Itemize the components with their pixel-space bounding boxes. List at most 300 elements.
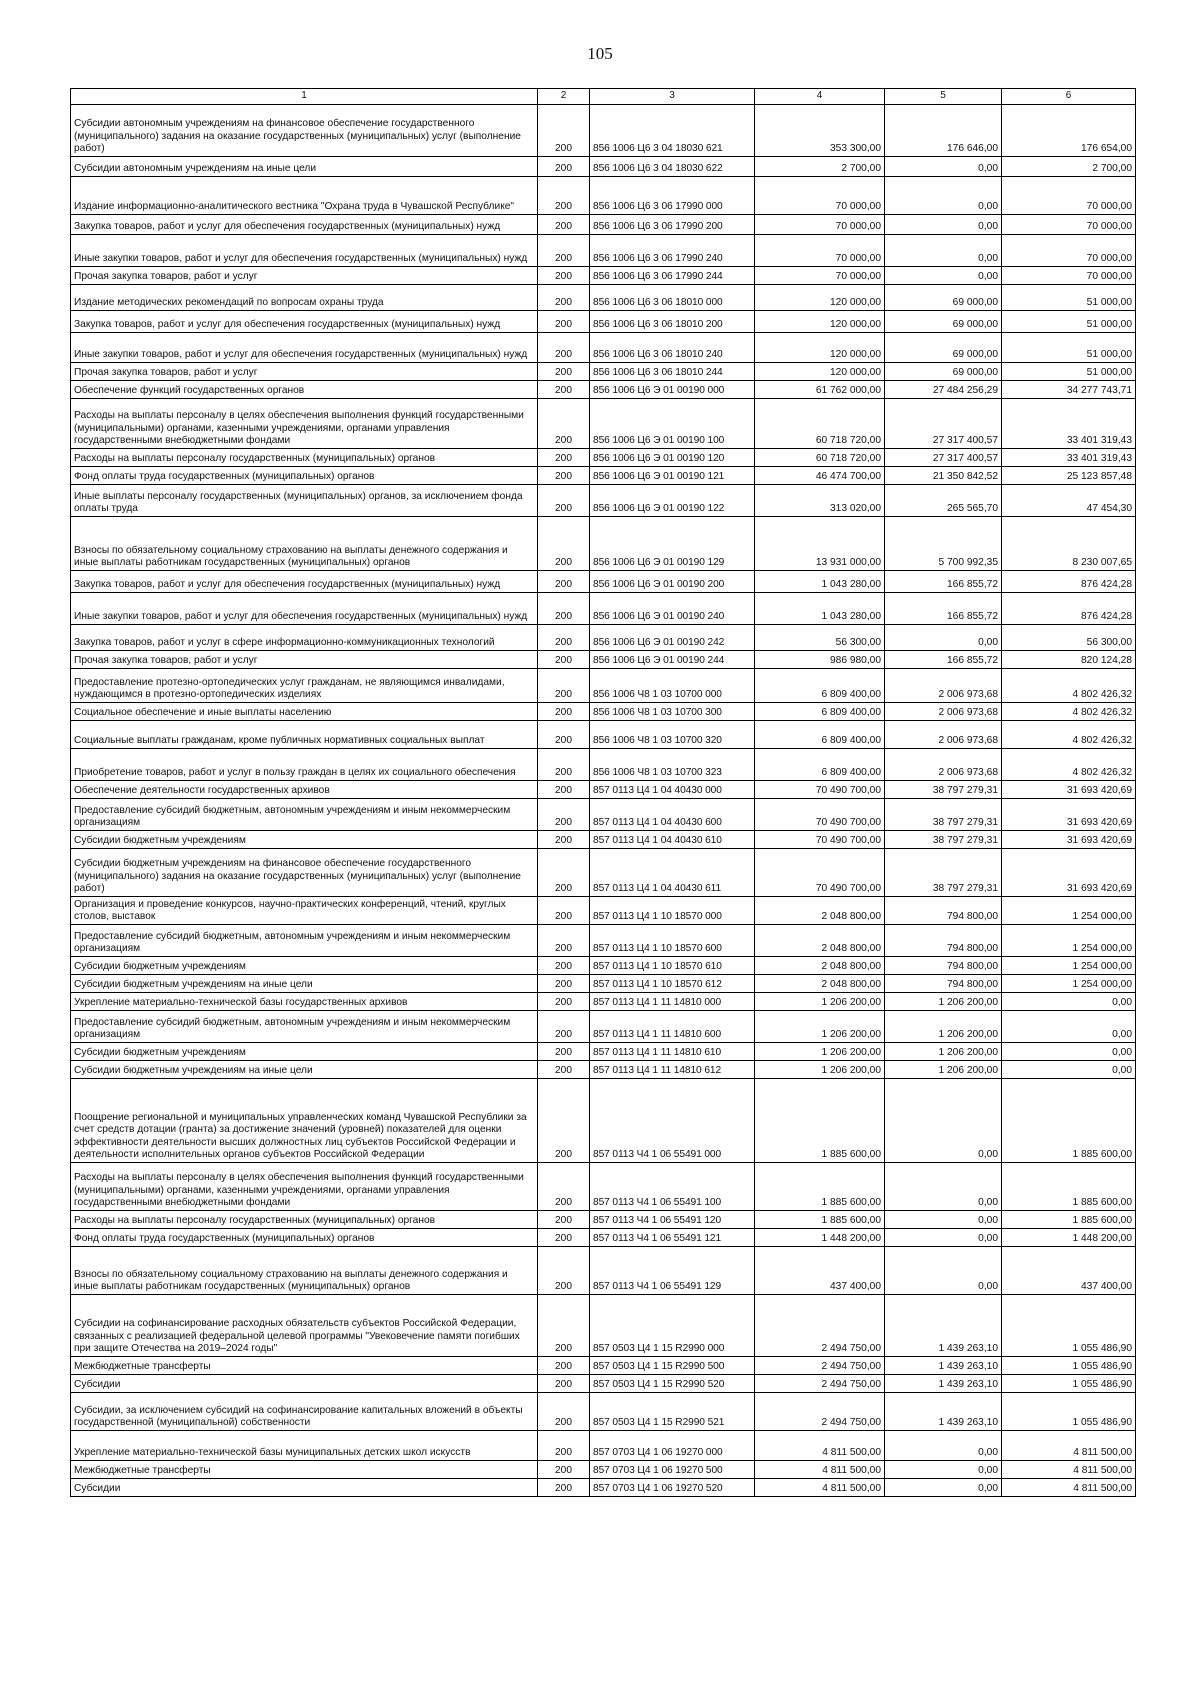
row-code: 200 xyxy=(538,669,590,703)
row-amount-col4: 70 490 700,00 xyxy=(755,781,885,799)
row-name: Расходы на выплаты персоналу в целях обеспечения выполнения функций государственными (муниципальными) органами, казенными учреждениями, органами управления государственными внебюджетными фондами xyxy=(71,399,538,449)
row-amount-col6: 1 885 600,00 xyxy=(1002,1079,1136,1163)
row-code: 200 xyxy=(538,105,590,157)
row-amount-col5: 1 439 263,10 xyxy=(885,1357,1002,1375)
row-classification-code: 857 0113 Ч4 1 06 55491 100 xyxy=(590,1163,755,1211)
row-amount-col6: 437 400,00 xyxy=(1002,1247,1136,1295)
row-amount-col4: 2 048 800,00 xyxy=(755,957,885,975)
table-row xyxy=(71,485,1136,517)
row-classification-code: 857 0113 Ц4 1 10 18570 000 xyxy=(590,897,755,925)
row-amount-col5: 0,00 xyxy=(885,1229,1002,1247)
row-classification-code: 856 1006 Ц6 3 06 18010 200 xyxy=(590,311,755,333)
table-row xyxy=(71,571,1136,593)
row-amount-col4: 6 809 400,00 xyxy=(755,703,885,721)
row-classification-code: 857 0113 Ч4 1 06 55491 120 xyxy=(590,1211,755,1229)
row-amount-col4: 6 809 400,00 xyxy=(755,721,885,749)
table-row xyxy=(71,957,1136,975)
table-row xyxy=(71,1431,1136,1461)
row-amount-col5: 1 206 200,00 xyxy=(885,1061,1002,1079)
row-amount-col6: 70 000,00 xyxy=(1002,177,1136,215)
table-row xyxy=(71,235,1136,267)
row-code: 200 xyxy=(538,399,590,449)
table-row xyxy=(71,849,1136,897)
row-code: 200 xyxy=(538,485,590,517)
row-amount-col6: 1 448 200,00 xyxy=(1002,1229,1136,1247)
table-row xyxy=(71,311,1136,333)
row-amount-col5: 794 800,00 xyxy=(885,925,1002,957)
table-row xyxy=(71,1163,1136,1211)
row-amount-col4: 70 490 700,00 xyxy=(755,831,885,849)
row-code: 200 xyxy=(538,381,590,399)
row-amount-col4: 986 980,00 xyxy=(755,651,885,669)
row-name: Укрепление материально-технической базы государственных архивов xyxy=(71,993,538,1011)
row-amount-col5: 0,00 xyxy=(885,1163,1002,1211)
table-row xyxy=(71,1295,1136,1357)
row-amount-col4: 56 300,00 xyxy=(755,625,885,651)
row-amount-col4: 70 490 700,00 xyxy=(755,849,885,897)
row-amount-col4: 2 494 750,00 xyxy=(755,1375,885,1393)
row-amount-col4: 60 718 720,00 xyxy=(755,399,885,449)
row-amount-col6: 1 055 486,90 xyxy=(1002,1357,1136,1375)
row-amount-col4: 2 048 800,00 xyxy=(755,897,885,925)
row-amount-col6: 4 811 500,00 xyxy=(1002,1431,1136,1461)
row-name: Субсидии, за исключением субсидий на софинансирование капитальных вложений в объекты государственной (муниципальной) собственности xyxy=(71,1393,538,1431)
row-classification-code: 856 1006 Ц6 Э 01 00190 100 xyxy=(590,399,755,449)
row-amount-col5: 1 206 200,00 xyxy=(885,1011,1002,1043)
row-amount-col5: 0,00 xyxy=(885,1079,1002,1163)
row-amount-col6: 0,00 xyxy=(1002,993,1136,1011)
row-amount-col5: 0,00 xyxy=(885,215,1002,235)
table-row xyxy=(71,897,1136,925)
row-amount-col6: 33 401 319,43 xyxy=(1002,449,1136,467)
row-classification-code: 856 1006 Ц6 3 04 18030 622 xyxy=(590,157,755,177)
row-name: Организация и проведение конкурсов, научно-практических конференций, чтений, круглых столов, выставок xyxy=(71,897,538,925)
column-number: 1 xyxy=(71,89,538,105)
row-classification-code: 856 1006 Ц6 3 06 18010 000 xyxy=(590,285,755,311)
table-row xyxy=(71,799,1136,831)
table-row xyxy=(71,517,1136,571)
row-code: 200 xyxy=(538,1479,590,1497)
row-amount-col6: 4 811 500,00 xyxy=(1002,1461,1136,1479)
row-amount-col5: 38 797 279,31 xyxy=(885,781,1002,799)
row-amount-col4: 2 048 800,00 xyxy=(755,925,885,957)
table-row xyxy=(71,333,1136,363)
table-row xyxy=(71,157,1136,177)
row-name: Издание методических рекомендаций по вопросам охраны труда xyxy=(71,285,538,311)
row-amount-col4: 2 700,00 xyxy=(755,157,885,177)
page-number: 105 xyxy=(587,44,613,63)
row-amount-col5: 69 000,00 xyxy=(885,363,1002,381)
row-amount-col4: 46 474 700,00 xyxy=(755,467,885,485)
row-amount-col6: 176 654,00 xyxy=(1002,105,1136,157)
row-amount-col5: 27 317 400,57 xyxy=(885,449,1002,467)
row-amount-col4: 120 000,00 xyxy=(755,311,885,333)
row-name: Обеспечение деятельности государственных архивов xyxy=(71,781,538,799)
row-amount-col6: 33 401 319,43 xyxy=(1002,399,1136,449)
row-classification-code: 856 1006 Ц6 Э 01 00190 200 xyxy=(590,571,755,593)
row-amount-col4: 1 885 600,00 xyxy=(755,1163,885,1211)
row-name: Прочая закупка товаров, работ и услуг xyxy=(71,267,538,285)
row-name: Укрепление материально-технической базы муниципальных детских школ искусств xyxy=(71,1431,538,1461)
row-classification-code: 856 1006 Ц6 Э 01 00190 120 xyxy=(590,449,755,467)
table-row xyxy=(71,449,1136,467)
table-row xyxy=(71,105,1136,157)
row-amount-col6: 51 000,00 xyxy=(1002,333,1136,363)
row-name: Субсидии xyxy=(71,1375,538,1393)
row-code: 200 xyxy=(538,1229,590,1247)
row-amount-col5: 166 855,72 xyxy=(885,593,1002,625)
row-classification-code: 857 0113 Ц4 1 04 40430 600 xyxy=(590,799,755,831)
row-amount-col4: 4 811 500,00 xyxy=(755,1479,885,1497)
row-code: 200 xyxy=(538,1011,590,1043)
table-row xyxy=(71,215,1136,235)
row-amount-col4: 1 885 600,00 xyxy=(755,1079,885,1163)
row-code: 200 xyxy=(538,849,590,897)
table-row xyxy=(71,703,1136,721)
row-code: 200 xyxy=(538,925,590,957)
row-classification-code: 856 1006 Ц6 Э 01 00190 242 xyxy=(590,625,755,651)
row-amount-col5: 0,00 xyxy=(885,157,1002,177)
row-name: Издание информационно-аналитического вестника "Охрана труда в Чувашской Республике" xyxy=(71,177,538,215)
row-amount-col4: 70 000,00 xyxy=(755,235,885,267)
row-name: Прочая закупка товаров, работ и услуг xyxy=(71,651,538,669)
row-amount-col6: 0,00 xyxy=(1002,1061,1136,1079)
row-classification-code: 857 0113 Ц4 1 04 40430 610 xyxy=(590,831,755,849)
column-number: 4 xyxy=(755,89,885,105)
table-row xyxy=(71,749,1136,781)
table-row xyxy=(71,993,1136,1011)
row-classification-code: 857 0703 Ц4 1 06 19270 000 xyxy=(590,1431,755,1461)
column-number: 6 xyxy=(1002,89,1136,105)
row-amount-col5: 27 484 256,29 xyxy=(885,381,1002,399)
row-name: Закупка товаров, работ и услуг для обеспечения государственных (муниципальных) нужд xyxy=(71,571,538,593)
row-amount-col4: 1 206 200,00 xyxy=(755,1011,885,1043)
row-amount-col5: 2 006 973,68 xyxy=(885,703,1002,721)
row-amount-col5: 27 317 400,57 xyxy=(885,399,1002,449)
row-amount-col6: 876 424,28 xyxy=(1002,593,1136,625)
row-classification-code: 856 1006 Ц6 3 04 18030 621 xyxy=(590,105,755,157)
row-amount-col4: 70 490 700,00 xyxy=(755,799,885,831)
row-amount-col6: 1 055 486,90 xyxy=(1002,1393,1136,1431)
row-code: 200 xyxy=(538,235,590,267)
row-name: Закупка товаров, работ и услуг для обеспечения государственных (муниципальных) нужд xyxy=(71,311,538,333)
row-amount-col4: 1 206 200,00 xyxy=(755,1061,885,1079)
row-name: Фонд оплаты труда государственных (муниципальных) органов xyxy=(71,467,538,485)
row-classification-code: 857 0503 Ц4 1 15 R2990 500 xyxy=(590,1357,755,1375)
row-amount-col5: 166 855,72 xyxy=(885,571,1002,593)
row-name: Субсидии бюджетным учреждениям xyxy=(71,957,538,975)
row-amount-col6: 1 254 000,00 xyxy=(1002,925,1136,957)
row-code: 200 xyxy=(538,897,590,925)
row-amount-col4: 1 043 280,00 xyxy=(755,571,885,593)
row-classification-code: 857 0703 Ц4 1 06 19270 520 xyxy=(590,1479,755,1497)
row-amount-col6: 1 254 000,00 xyxy=(1002,897,1136,925)
row-name: Расходы на выплаты персоналу государственных (муниципальных) органов xyxy=(71,1211,538,1229)
column-number-row xyxy=(71,89,1136,105)
row-amount-col6: 1 254 000,00 xyxy=(1002,957,1136,975)
row-classification-code: 857 0113 Ц4 1 11 14810 600 xyxy=(590,1011,755,1043)
row-amount-col4: 1 206 200,00 xyxy=(755,993,885,1011)
row-code: 200 xyxy=(538,1431,590,1461)
row-classification-code: 857 0113 Ч4 1 06 55491 121 xyxy=(590,1229,755,1247)
table-row xyxy=(71,1461,1136,1479)
row-classification-code: 856 1006 Ч8 1 03 10700 300 xyxy=(590,703,755,721)
row-classification-code: 856 1006 Ч8 1 03 10700 323 xyxy=(590,749,755,781)
row-code: 200 xyxy=(538,1061,590,1079)
row-amount-col5: 1 206 200,00 xyxy=(885,993,1002,1011)
table-row xyxy=(71,781,1136,799)
row-name: Межбюджетные трансферты xyxy=(71,1461,538,1479)
row-classification-code: 857 0113 Ч4 1 06 55491 129 xyxy=(590,1247,755,1295)
row-amount-col5: 2 006 973,68 xyxy=(885,749,1002,781)
row-name: Социальные выплаты гражданам, кроме публичных нормативных социальных выплат xyxy=(71,721,538,749)
row-code: 200 xyxy=(538,593,590,625)
row-amount-col6: 1 885 600,00 xyxy=(1002,1211,1136,1229)
row-amount-col4: 313 020,00 xyxy=(755,485,885,517)
row-amount-col6: 4 802 426,32 xyxy=(1002,669,1136,703)
row-name: Субсидии автономным учреждениям на финансовое обеспечение государственного (муниципального) задания на оказание государственных (муниципальных) услуг (выполнение работ) xyxy=(71,105,538,157)
table-row xyxy=(71,593,1136,625)
row-amount-col5: 0,00 xyxy=(885,235,1002,267)
row-name: Расходы на выплаты персоналу государственных (муниципальных) органов xyxy=(71,449,538,467)
row-amount-col5: 69 000,00 xyxy=(885,311,1002,333)
row-amount-col4: 353 300,00 xyxy=(755,105,885,157)
row-amount-col5: 1 439 263,10 xyxy=(885,1295,1002,1357)
table-row xyxy=(71,1357,1136,1375)
row-name: Предоставление субсидий бюджетным, автономным учреждениям и иным некоммерческим организациям xyxy=(71,1011,538,1043)
row-classification-code: 856 1006 Ц6 Э 01 00190 000 xyxy=(590,381,755,399)
row-amount-col4: 2 494 750,00 xyxy=(755,1393,885,1431)
row-amount-col6: 31 693 420,69 xyxy=(1002,849,1136,897)
row-classification-code: 856 1006 Ц6 Э 01 00190 121 xyxy=(590,467,755,485)
row-code: 200 xyxy=(538,571,590,593)
row-code: 200 xyxy=(538,467,590,485)
row-amount-col6: 51 000,00 xyxy=(1002,285,1136,311)
row-name: Субсидии xyxy=(71,1479,538,1497)
row-amount-col6: 876 424,28 xyxy=(1002,571,1136,593)
row-amount-col4: 13 931 000,00 xyxy=(755,517,885,571)
row-code: 200 xyxy=(538,625,590,651)
row-classification-code: 857 0113 Ц4 1 10 18570 612 xyxy=(590,975,755,993)
row-code: 200 xyxy=(538,1211,590,1229)
row-code: 200 xyxy=(538,831,590,849)
table-row xyxy=(71,267,1136,285)
row-name: Предоставление протезно-ортопедических услуг гражданам, не являющимся инвалидами, нуждающимся в протезно-ортопедических изделиях xyxy=(71,669,538,703)
row-name: Фонд оплаты труда государственных (муниципальных) органов xyxy=(71,1229,538,1247)
row-name: Взносы по обязательному социальному страхованию на выплаты денежного содержания и иные выплаты работникам государственных (муниципальных) органов xyxy=(71,517,538,571)
row-amount-col4: 120 000,00 xyxy=(755,333,885,363)
row-amount-col5: 0,00 xyxy=(885,1211,1002,1229)
table-row xyxy=(71,1043,1136,1061)
row-name: Субсидии бюджетным учреждениям xyxy=(71,1043,538,1061)
table-row xyxy=(71,1061,1136,1079)
row-classification-code: 857 0113 Ч4 1 06 55491 000 xyxy=(590,1079,755,1163)
row-amount-col6: 0,00 xyxy=(1002,1011,1136,1043)
row-amount-col5: 265 565,70 xyxy=(885,485,1002,517)
row-code: 200 xyxy=(538,749,590,781)
table-row xyxy=(71,1479,1136,1497)
row-code: 200 xyxy=(538,215,590,235)
row-amount-col4: 70 000,00 xyxy=(755,177,885,215)
row-classification-code: 856 1006 Ц6 3 06 17990 240 xyxy=(590,235,755,267)
row-classification-code: 857 0703 Ц4 1 06 19270 500 xyxy=(590,1461,755,1479)
row-classification-code: 857 0113 Ц4 1 11 14810 612 xyxy=(590,1061,755,1079)
row-amount-col5: 794 800,00 xyxy=(885,975,1002,993)
row-amount-col4: 6 809 400,00 xyxy=(755,749,885,781)
table-row xyxy=(71,975,1136,993)
row-code: 200 xyxy=(538,993,590,1011)
row-amount-col6: 51 000,00 xyxy=(1002,311,1136,333)
budget-table xyxy=(70,88,1136,1497)
row-name: Субсидии бюджетным учреждениям на иные цели xyxy=(71,1061,538,1079)
row-name: Закупка товаров, работ и услуг в сфере информационно-коммуникационных технологий xyxy=(71,625,538,651)
row-classification-code: 857 0503 Ц4 1 15 R2990 521 xyxy=(590,1393,755,1431)
row-name: Приобретение товаров, работ и услуг в пользу граждан в целях их социального обеспечения xyxy=(71,749,538,781)
row-amount-col4: 70 000,00 xyxy=(755,215,885,235)
row-code: 200 xyxy=(538,651,590,669)
row-classification-code: 856 1006 Ч8 1 03 10700 320 xyxy=(590,721,755,749)
row-code: 200 xyxy=(538,799,590,831)
row-amount-col5: 38 797 279,31 xyxy=(885,831,1002,849)
row-name: Межбюджетные трансферты xyxy=(71,1357,538,1375)
row-classification-code: 857 0113 Ц4 1 04 40430 000 xyxy=(590,781,755,799)
row-code: 200 xyxy=(538,1393,590,1431)
table-row xyxy=(71,925,1136,957)
table-row xyxy=(71,1375,1136,1393)
row-amount-col5: 166 855,72 xyxy=(885,651,1002,669)
row-amount-col6: 0,00 xyxy=(1002,1043,1136,1061)
row-name: Субсидии на софинансирование расходных обязательств субъектов Российской Федерации, связанных с реализацией федеральной целевой программы "Увековечение памяти погибших при защите Отечества на 2019–2024 годы" xyxy=(71,1295,538,1357)
row-amount-col5: 0,00 xyxy=(885,1431,1002,1461)
row-name: Предоставление субсидий бюджетным, автономным учреждениям и иным некоммерческим организациям xyxy=(71,799,538,831)
row-code: 200 xyxy=(538,721,590,749)
row-classification-code: 857 0113 Ц4 1 10 18570 610 xyxy=(590,957,755,975)
row-classification-code: 856 1006 Ц6 3 06 17990 200 xyxy=(590,215,755,235)
row-amount-col6: 2 700,00 xyxy=(1002,157,1136,177)
row-classification-code: 856 1006 Ц6 3 06 17990 000 xyxy=(590,177,755,215)
row-name: Предоставление субсидий бюджетным, автономным учреждениям и иным некоммерческим организациям xyxy=(71,925,538,957)
table-row xyxy=(71,831,1136,849)
row-code: 200 xyxy=(538,781,590,799)
table-row xyxy=(71,363,1136,381)
row-code: 200 xyxy=(538,957,590,975)
table-row xyxy=(71,1211,1136,1229)
row-name: Расходы на выплаты персоналу в целях обеспечения выполнения функций государственными (муниципальными) органами, казенными учреждениями, органами управления государственными внебюджетными фондами xyxy=(71,1163,538,1211)
row-amount-col4: 4 811 500,00 xyxy=(755,1461,885,1479)
row-amount-col6: 4 802 426,32 xyxy=(1002,749,1136,781)
row-classification-code: 857 0503 Ц4 1 15 R2990 520 xyxy=(590,1375,755,1393)
row-code: 200 xyxy=(538,1247,590,1295)
row-amount-col6: 31 693 420,69 xyxy=(1002,799,1136,831)
table-row xyxy=(71,625,1136,651)
row-code: 200 xyxy=(538,1043,590,1061)
row-amount-col6: 4 802 426,32 xyxy=(1002,703,1136,721)
row-amount-col5: 38 797 279,31 xyxy=(885,849,1002,897)
row-code: 200 xyxy=(538,177,590,215)
table-row xyxy=(71,1393,1136,1431)
row-classification-code: 857 0113 Ц4 1 10 18570 600 xyxy=(590,925,755,957)
row-name: Прочая закупка товаров, работ и услуг xyxy=(71,363,538,381)
row-amount-col4: 120 000,00 xyxy=(755,363,885,381)
row-name: Обеспечение функций государственных органов xyxy=(71,381,538,399)
row-code: 200 xyxy=(538,517,590,571)
row-amount-col5: 1 439 263,10 xyxy=(885,1375,1002,1393)
row-amount-col5: 794 800,00 xyxy=(885,897,1002,925)
row-amount-col5: 2 006 973,68 xyxy=(885,721,1002,749)
row-amount-col4: 70 000,00 xyxy=(755,267,885,285)
row-name: Субсидии бюджетным учреждениям на финансовое обеспечение государственного (муниципального) задания на оказание государственных (муниципальных) услуг (выполнение работ) xyxy=(71,849,538,897)
row-amount-col5: 0,00 xyxy=(885,1479,1002,1497)
table-row xyxy=(71,467,1136,485)
table-row xyxy=(71,399,1136,449)
row-amount-col6: 1 055 486,90 xyxy=(1002,1375,1136,1393)
column-number: 3 xyxy=(590,89,755,105)
row-name: Субсидии бюджетным учреждениям на иные цели xyxy=(71,975,538,993)
row-code: 200 xyxy=(538,1295,590,1357)
row-classification-code: 857 0113 Ц4 1 11 14810 610 xyxy=(590,1043,755,1061)
row-name: Субсидии автономным учреждениям на иные цели xyxy=(71,157,538,177)
row-amount-col6: 47 454,30 xyxy=(1002,485,1136,517)
row-amount-col4: 2 048 800,00 xyxy=(755,975,885,993)
row-amount-col5: 2 006 973,68 xyxy=(885,669,1002,703)
row-name: Поощрение региональной и муниципальных управленческих команд Чувашской Республики за счет средств дотации (гранта) за достижение значений (уровней) показателей для оценки эффективности деятельности высших должностных лиц субъектов Российской Федерации и деятельности исполнительных органов субъектов Российской Федерации xyxy=(71,1079,538,1163)
row-amount-col4: 60 718 720,00 xyxy=(755,449,885,467)
row-code: 200 xyxy=(538,1163,590,1211)
row-classification-code: 856 1006 Ц6 3 06 18010 240 xyxy=(590,333,755,363)
row-classification-code: 856 1006 Ц6 Э 01 00190 240 xyxy=(590,593,755,625)
row-code: 200 xyxy=(538,285,590,311)
row-code: 200 xyxy=(538,267,590,285)
row-amount-col4: 1 206 200,00 xyxy=(755,1043,885,1061)
row-amount-col6: 25 123 857,48 xyxy=(1002,467,1136,485)
row-name: Иные закупки товаров, работ и услуг для обеспечения государственных (муниципальных) нужд xyxy=(71,235,538,267)
row-amount-col6: 51 000,00 xyxy=(1002,363,1136,381)
row-amount-col5: 1 206 200,00 xyxy=(885,1043,1002,1061)
row-code: 200 xyxy=(538,311,590,333)
table-row xyxy=(71,177,1136,215)
row-amount-col5: 21 350 842,52 xyxy=(885,467,1002,485)
table-row xyxy=(71,721,1136,749)
row-code: 200 xyxy=(538,1461,590,1479)
table-row xyxy=(71,1229,1136,1247)
row-code: 200 xyxy=(538,449,590,467)
row-name: Закупка товаров, работ и услуг для обеспечения государственных (муниципальных) нужд xyxy=(71,215,538,235)
row-amount-col6: 70 000,00 xyxy=(1002,215,1136,235)
row-code: 200 xyxy=(538,333,590,363)
row-amount-col4: 1 448 200,00 xyxy=(755,1229,885,1247)
row-amount-col4: 1 885 600,00 xyxy=(755,1211,885,1229)
row-amount-col4: 437 400,00 xyxy=(755,1247,885,1295)
row-amount-col6: 4 802 426,32 xyxy=(1002,721,1136,749)
row-amount-col4: 2 494 750,00 xyxy=(755,1295,885,1357)
row-amount-col6: 34 277 743,71 xyxy=(1002,381,1136,399)
row-classification-code: 856 1006 Ч8 1 03 10700 000 xyxy=(590,669,755,703)
row-amount-col5: 0,00 xyxy=(885,1247,1002,1295)
row-amount-col5: 0,00 xyxy=(885,1461,1002,1479)
row-name: Субсидии бюджетным учреждениям xyxy=(71,831,538,849)
row-amount-col5: 0,00 xyxy=(885,625,1002,651)
row-code: 200 xyxy=(538,1079,590,1163)
row-name: Взносы по обязательному социальному страхованию на выплаты денежного содержания и иные выплаты работникам государственных (муниципальных) органов xyxy=(71,1247,538,1295)
table-row xyxy=(71,381,1136,399)
row-name: Социальное обеспечение и иные выплаты населению xyxy=(71,703,538,721)
row-amount-col5: 0,00 xyxy=(885,267,1002,285)
row-classification-code: 856 1006 Ц6 Э 01 00190 122 xyxy=(590,485,755,517)
row-amount-col4: 120 000,00 xyxy=(755,285,885,311)
row-code: 200 xyxy=(538,703,590,721)
row-amount-col5: 1 439 263,10 xyxy=(885,1393,1002,1431)
row-amount-col6: 31 693 420,69 xyxy=(1002,831,1136,849)
